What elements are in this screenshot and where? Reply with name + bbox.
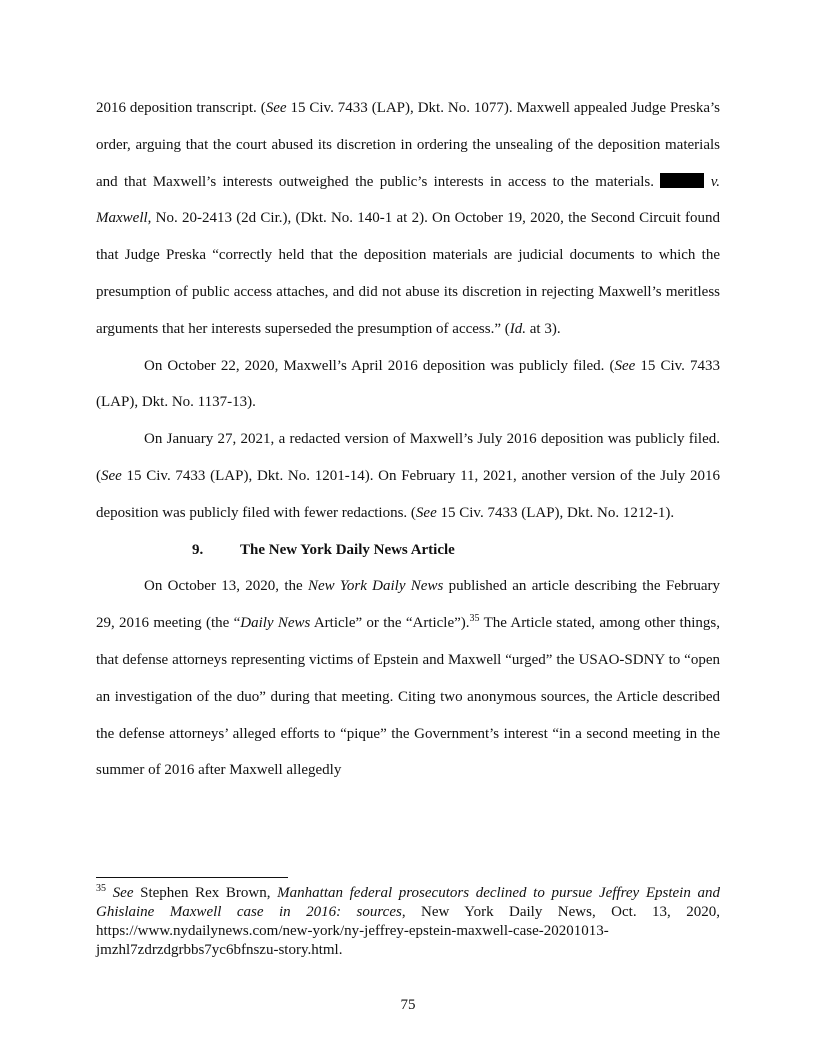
signal-id: Id. [509,320,527,337]
signal-see: See [265,100,287,116]
text: , No. 20-2413 (2d Cir.), (Dkt. No. 140-1 at 2). On October 19, 2020, the Second Circuit found that Judge Preska “correctly held that the deposition materials are judicial documents to which the presumption of public access attaches, and did not abuse its discretion in rejecting Maxwell’s meritless arguments that her interests superseded the presumption of access.” ( [96,210,720,337]
paragraph-daily-news-article [96,568,720,789]
text: Stephen Rex Brown, [133,885,278,901]
signal-see: See [112,885,134,901]
section-title: The New York Daily News Article [240,541,455,558]
case-name: v. Maxwell [96,173,720,227]
footnote-reference[interactable]: 35 [469,613,480,625]
text: The Article stated, among other things, that defense attorneys representing victims of Epstein and Maxwell “urged” the USAO-SDNY to “open an investigation of the duo” during that meeting. Citing two anonymous sources, the Article described the defense attorneys’ alleged efforts to “pique” the Government’s interest “in a second meeting in the summer of 2016 after Maxwell allegedly [96,615,720,779]
publication-name: Daily News [240,615,311,632]
paragraph-deposition-appeal [96,90,720,348]
text: 15 Civ. 7433 (LAP), Dkt. No. 1137-13). [96,357,720,411]
text: at 3). [526,320,561,337]
footnote-35 [96,884,720,960]
text: published an article describing the February 29, 2016 meeting (the “ [96,578,721,632]
text: 15 Civ. 7433 (LAP), Dkt. No. 1201-14). On February 11, 2021, another version of the July 2016 deposition was publicly filed with fewer redactions. ( [96,467,720,521]
text: On January 27, 2021, a redacted version of Maxwell’s July 2016 deposition was publicly filed. ( [96,431,720,484]
text: On October 13, 2020, the [144,578,308,595]
footnote-citation[interactable]: , New York Daily News, Oct. 13, 2020, https://www.nydailynews.com/new-york/ny-jeffrey-epstein-maxwell-case-20201013-jmzhl7zdrzdgrbbs7yc6bfnszu-story.html. [96,904,720,958]
text: On October 22, 2020, Maxwell’s April 2016 deposition was publicly filed. ( [144,357,615,374]
signal-see: See [101,467,122,484]
text: 15 Civ. 7433 (LAP), Dkt. No. 1212-1). [436,504,675,521]
page-body [96,90,720,789]
paragraph-july-deposition [96,421,720,531]
signal-see: See [614,357,636,374]
text: 2016 deposition transcript. ( [96,100,266,116]
section-heading [96,532,720,569]
section-number: 9. [192,541,204,558]
text: Article” or the “Article”). [310,615,470,632]
text: 15 Civ. 7433 (LAP), Dkt. No. 1077). Maxwell appealed Judge Preska’s order, arguing that the court abused its discretion in ordering the unsealing of the deposition materials and that Maxwell’s interests outweighed the public’s interests in access to the materials. [96,100,720,190]
page-number: 75 [400,997,416,1013]
footnote-number: 35 [96,883,106,894]
paragraph-april-deposition [96,348,720,422]
publication-name: New York Daily News [307,578,444,595]
footnote-separator [96,877,288,878]
redaction-block [660,173,704,188]
article-title: Manhattan federal prosecutors declined to pursue Jeffrey Epstein and Ghislaine Maxwell case in 2016: sources [96,885,720,920]
signal-see: See [415,504,437,521]
